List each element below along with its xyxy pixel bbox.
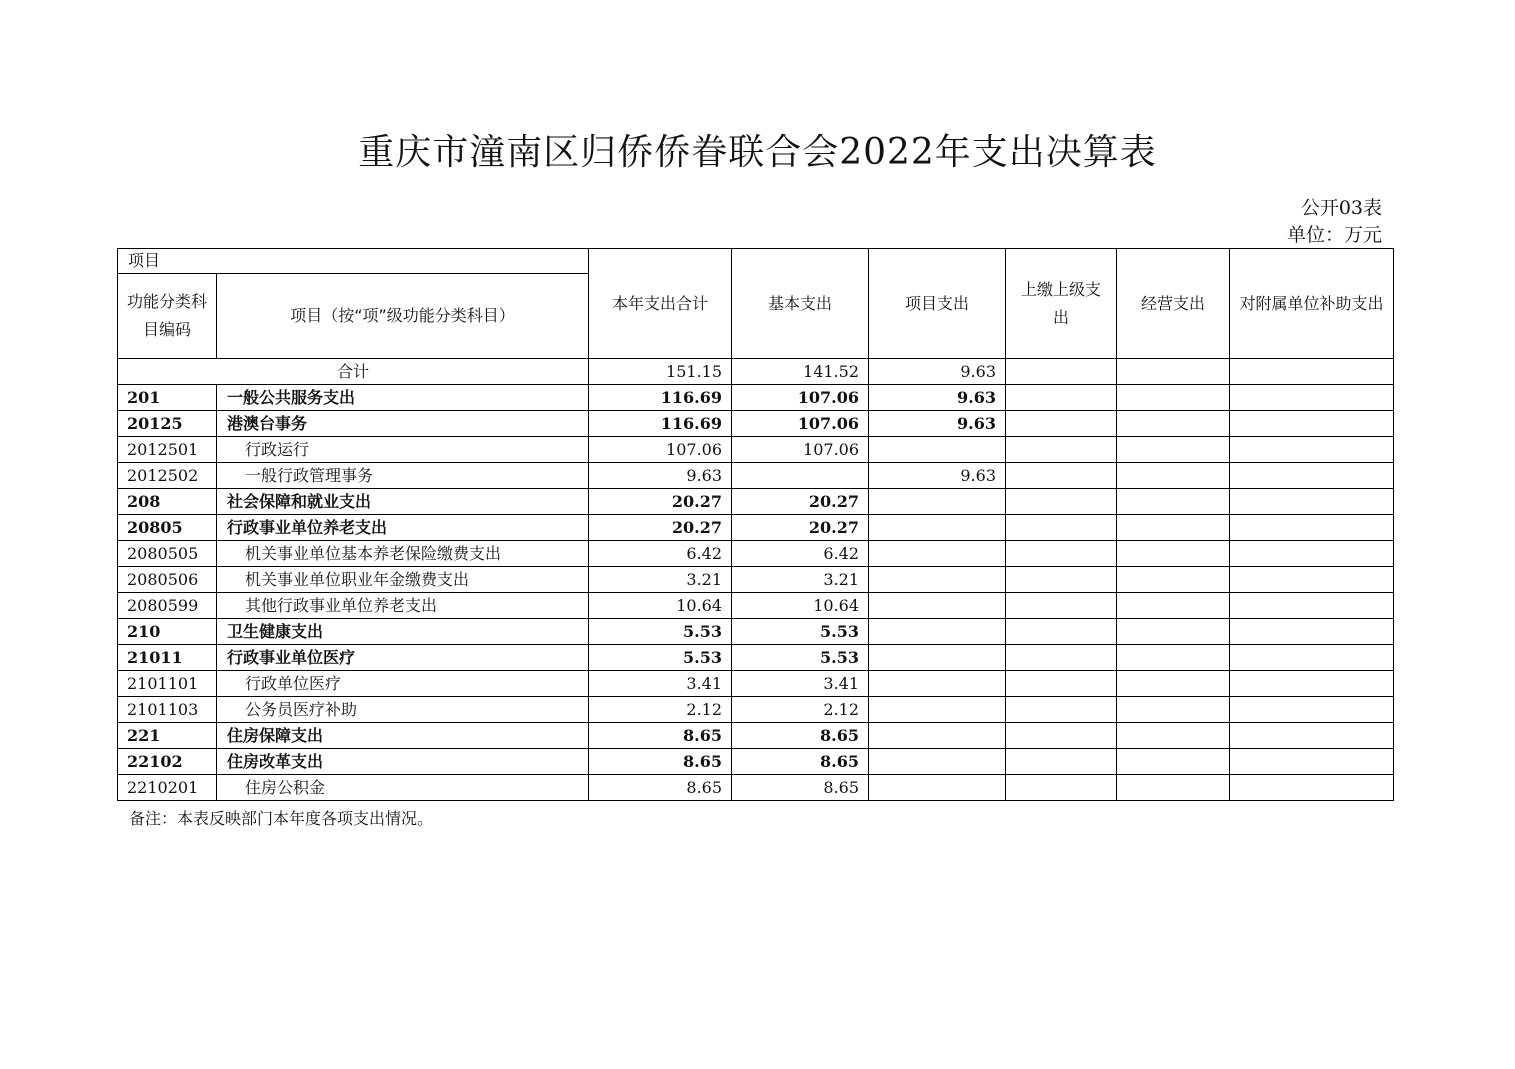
row-basic: 2.12 bbox=[732, 697, 869, 723]
table-row bbox=[118, 385, 1394, 411]
row-code: 2012502 bbox=[118, 463, 217, 489]
row-name: 卫生健康支出 bbox=[217, 619, 589, 645]
table-row bbox=[118, 619, 1394, 645]
row-subsidy bbox=[1230, 749, 1394, 775]
row-basic: 8.65 bbox=[732, 775, 869, 801]
row-project bbox=[869, 541, 1006, 567]
row-total: 8.65 bbox=[589, 723, 732, 749]
row-basic: 20.27 bbox=[732, 515, 869, 541]
total-basic: 141.52 bbox=[732, 359, 869, 385]
row-upper bbox=[1006, 385, 1117, 411]
header-code: 功能分类科目编码 bbox=[118, 274, 217, 359]
row-total: 5.53 bbox=[589, 645, 732, 671]
table-row bbox=[118, 437, 1394, 463]
row-name: 住房改革支出 bbox=[217, 749, 589, 775]
row-subsidy bbox=[1230, 645, 1394, 671]
row-business bbox=[1117, 749, 1230, 775]
row-upper bbox=[1006, 697, 1117, 723]
row-name: 行政运行 bbox=[217, 437, 589, 463]
row-total: 116.69 bbox=[589, 411, 732, 437]
row-business bbox=[1117, 541, 1230, 567]
row-project bbox=[869, 593, 1006, 619]
expenditure-table bbox=[117, 248, 1394, 801]
row-code: 20805 bbox=[118, 515, 217, 541]
row-basic: 3.21 bbox=[732, 567, 869, 593]
row-basic: 8.65 bbox=[732, 723, 869, 749]
table-row bbox=[118, 463, 1394, 489]
row-basic: 107.06 bbox=[732, 385, 869, 411]
row-total: 10.64 bbox=[589, 593, 732, 619]
total-total: 151.15 bbox=[589, 359, 732, 385]
row-total: 3.21 bbox=[589, 567, 732, 593]
row-code: 2080506 bbox=[118, 567, 217, 593]
row-upper bbox=[1006, 515, 1117, 541]
row-project bbox=[869, 437, 1006, 463]
row-code: 221 bbox=[118, 723, 217, 749]
row-subsidy bbox=[1230, 541, 1394, 567]
header-basic: 基本支出 bbox=[732, 249, 869, 359]
header-name: 项目（按“项”级功能分类科目） bbox=[217, 274, 589, 359]
row-total: 5.53 bbox=[589, 619, 732, 645]
row-subsidy bbox=[1230, 463, 1394, 489]
row-business bbox=[1117, 515, 1230, 541]
row-project bbox=[869, 671, 1006, 697]
row-basic bbox=[732, 463, 869, 489]
row-total: 2.12 bbox=[589, 697, 732, 723]
row-business bbox=[1117, 775, 1230, 801]
row-name: 住房公积金 bbox=[217, 775, 589, 801]
total-business bbox=[1117, 359, 1230, 385]
row-project: 9.63 bbox=[869, 385, 1006, 411]
row-code: 22102 bbox=[118, 749, 217, 775]
row-upper bbox=[1006, 541, 1117, 567]
row-basic: 107.06 bbox=[732, 411, 869, 437]
page-title: 重庆市潼南区归侨侨眷联合会2022年支出决算表 bbox=[358, 132, 1157, 173]
table-row bbox=[118, 515, 1394, 541]
table-row bbox=[118, 541, 1394, 567]
header-total: 本年支出合计 bbox=[589, 249, 732, 359]
row-name: 一般公共服务支出 bbox=[217, 385, 589, 411]
row-upper bbox=[1006, 411, 1117, 437]
row-project: 9.63 bbox=[869, 411, 1006, 437]
total-label: 合计 bbox=[118, 359, 589, 385]
row-total: 116.69 bbox=[589, 385, 732, 411]
row-project: 9.63 bbox=[869, 463, 1006, 489]
row-name: 机关事业单位基本养老保险缴费支出 bbox=[217, 541, 589, 567]
row-total: 8.65 bbox=[589, 749, 732, 775]
row-basic: 20.27 bbox=[732, 489, 869, 515]
row-code: 2080599 bbox=[118, 593, 217, 619]
row-business bbox=[1117, 385, 1230, 411]
row-business bbox=[1117, 645, 1230, 671]
table-row bbox=[118, 723, 1394, 749]
row-subsidy bbox=[1230, 723, 1394, 749]
row-subsidy bbox=[1230, 489, 1394, 515]
row-upper bbox=[1006, 619, 1117, 645]
row-code: 2210201 bbox=[118, 775, 217, 801]
header-business: 经营支出 bbox=[1117, 249, 1230, 359]
row-name: 一般行政管理事务 bbox=[217, 463, 589, 489]
row-subsidy bbox=[1230, 671, 1394, 697]
row-basic: 3.41 bbox=[732, 671, 869, 697]
row-upper bbox=[1006, 567, 1117, 593]
row-total: 3.41 bbox=[589, 671, 732, 697]
row-name: 港澳台事务 bbox=[217, 411, 589, 437]
row-basic: 5.53 bbox=[732, 645, 869, 671]
row-subsidy bbox=[1230, 593, 1394, 619]
row-name: 机关事业单位职业年金缴费支出 bbox=[217, 567, 589, 593]
row-business bbox=[1117, 411, 1230, 437]
row-code: 21011 bbox=[118, 645, 217, 671]
unit-label: 单位：万元 bbox=[1286, 224, 1382, 246]
row-business bbox=[1117, 593, 1230, 619]
row-basic: 8.65 bbox=[732, 749, 869, 775]
row-subsidy bbox=[1230, 515, 1394, 541]
row-business bbox=[1117, 437, 1230, 463]
row-basic: 10.64 bbox=[732, 593, 869, 619]
row-project bbox=[869, 723, 1006, 749]
row-project bbox=[869, 645, 1006, 671]
row-business bbox=[1117, 619, 1230, 645]
row-upper bbox=[1006, 749, 1117, 775]
row-project bbox=[869, 515, 1006, 541]
row-name: 住房保障支出 bbox=[217, 723, 589, 749]
table-row bbox=[118, 489, 1394, 515]
row-business bbox=[1117, 463, 1230, 489]
row-business bbox=[1117, 723, 1230, 749]
table-row bbox=[118, 697, 1394, 723]
table-row bbox=[118, 567, 1394, 593]
row-subsidy bbox=[1230, 697, 1394, 723]
row-total: 9.63 bbox=[589, 463, 732, 489]
row-subsidy bbox=[1230, 567, 1394, 593]
total-subsidy bbox=[1230, 359, 1394, 385]
total-upper bbox=[1006, 359, 1117, 385]
row-name: 行政事业单位养老支出 bbox=[217, 515, 589, 541]
row-total: 8.65 bbox=[589, 775, 732, 801]
row-subsidy bbox=[1230, 775, 1394, 801]
table-row bbox=[118, 749, 1394, 775]
table-row bbox=[118, 671, 1394, 697]
row-upper bbox=[1006, 463, 1117, 489]
row-total: 20.27 bbox=[589, 489, 732, 515]
header-upper: 上缴上级支出 bbox=[1006, 249, 1117, 359]
header-project: 项目支出 bbox=[869, 249, 1006, 359]
row-upper bbox=[1006, 723, 1117, 749]
row-project bbox=[869, 619, 1006, 645]
row-code: 2080505 bbox=[118, 541, 217, 567]
row-upper bbox=[1006, 437, 1117, 463]
row-project bbox=[869, 567, 1006, 593]
header-xiangmu: 项目 bbox=[118, 249, 589, 274]
row-upper bbox=[1006, 645, 1117, 671]
table-row bbox=[118, 593, 1394, 619]
total-project: 9.63 bbox=[869, 359, 1006, 385]
row-basic: 6.42 bbox=[732, 541, 869, 567]
total-row bbox=[118, 359, 1394, 385]
row-subsidy bbox=[1230, 437, 1394, 463]
row-business bbox=[1117, 671, 1230, 697]
row-upper bbox=[1006, 775, 1117, 801]
row-subsidy bbox=[1230, 411, 1394, 437]
row-code: 201 bbox=[118, 385, 217, 411]
row-project bbox=[869, 489, 1006, 515]
row-project bbox=[869, 775, 1006, 801]
row-business bbox=[1117, 489, 1230, 515]
row-project bbox=[869, 697, 1006, 723]
row-basic: 5.53 bbox=[732, 619, 869, 645]
row-code: 2012501 bbox=[118, 437, 217, 463]
row-code: 208 bbox=[118, 489, 217, 515]
row-code: 210 bbox=[118, 619, 217, 645]
header-subsidy: 对附属单位补助支出 bbox=[1230, 249, 1394, 359]
row-subsidy bbox=[1230, 619, 1394, 645]
row-upper bbox=[1006, 671, 1117, 697]
row-total: 6.42 bbox=[589, 541, 732, 567]
row-total: 107.06 bbox=[589, 437, 732, 463]
row-name: 行政事业单位医疗 bbox=[217, 645, 589, 671]
row-subsidy bbox=[1230, 385, 1394, 411]
row-code: 2101101 bbox=[118, 671, 217, 697]
row-name: 行政单位医疗 bbox=[217, 671, 589, 697]
table-note: 备注：本表反映部门本年度各项支出情况。 bbox=[129, 809, 434, 828]
row-project bbox=[869, 749, 1006, 775]
row-total: 20.27 bbox=[589, 515, 732, 541]
row-code: 2101103 bbox=[118, 697, 217, 723]
row-name: 社会保障和就业支出 bbox=[217, 489, 589, 515]
row-upper bbox=[1006, 489, 1117, 515]
row-business bbox=[1117, 697, 1230, 723]
row-upper bbox=[1006, 593, 1117, 619]
table-row bbox=[118, 775, 1394, 801]
table-row bbox=[118, 645, 1394, 671]
row-code: 20125 bbox=[118, 411, 217, 437]
table-row bbox=[118, 411, 1394, 437]
row-name: 其他行政事业单位养老支出 bbox=[217, 593, 589, 619]
row-business bbox=[1117, 567, 1230, 593]
table-code: 公开03表 bbox=[1300, 197, 1382, 219]
row-name: 公务员医疗补助 bbox=[217, 697, 589, 723]
row-basic: 107.06 bbox=[732, 437, 869, 463]
